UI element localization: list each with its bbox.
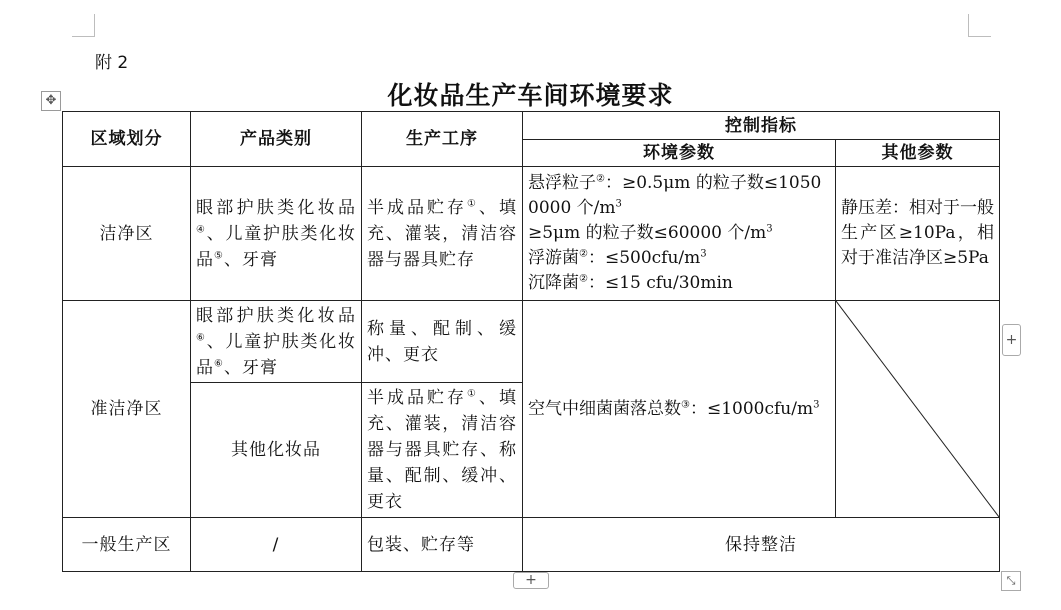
cell-product-semi-clean-2[interactable]: 其他化妆品 [191,383,362,518]
unit-exponent: 3 [615,198,622,210]
footnote-mark: ④ [196,223,207,235]
footnote-mark: ② [596,173,605,185]
env-line-particles [528,171,830,221]
text-fragment: 半成品贮存 [367,197,468,218]
text-fragment: 、牙膏 [223,357,278,378]
text-fragment: 沉降菌 [528,273,579,293]
cell-product-semi-clean-1[interactable] [191,301,362,383]
annex-label: 附 2 [95,53,129,73]
text-fragment: 浮游菌 [528,248,579,268]
cell-process-semi-clean-2[interactable] [362,383,523,518]
header-process[interactable]: 生产工序 [362,112,523,167]
text-fragment: 眼部护肤类化妆品 [196,305,356,326]
footnote-mark: ② [579,273,588,285]
env-line-airborne-bacteria [528,246,830,271]
cell-product-clean[interactable] [191,167,362,301]
unit-exponent: 3 [700,248,707,260]
env-line-large-particles [528,221,830,246]
text-fragment: 半成品贮存 [367,388,468,408]
unit-exponent: 3 [766,223,773,235]
page-corner-mark-left [72,14,95,37]
table-row-general [63,518,1000,572]
add-row-button[interactable]: + [513,572,549,589]
cell-other-clean[interactable]: 静压差：相对于一般生产区≥10Pa，相对于准洁净区≥5Pa [836,167,1000,301]
text-fragment: ≥5μm 的粒子数≤60000 个/m [528,223,767,243]
footnote-mark: ② [579,248,588,260]
header-area[interactable]: 区域划分 [63,112,191,167]
env-line-settling-bacteria [528,271,830,296]
footnote-mark: ③ [681,398,690,410]
cell-process-general[interactable]: 包装、贮存等 [362,518,523,572]
footnote-mark: ⑤ [214,249,224,261]
header-env-params[interactable]: 环境参数 [523,140,836,167]
environment-requirements-table [62,111,1000,572]
text-fragment: 、牙膏 [223,249,278,270]
text-fragment: 、儿童护肤类化妆品 [196,223,356,270]
table-row-clean [63,167,1000,301]
footnote-mark: ① [467,197,480,209]
text-fragment: ：≤15 cfu/30min [587,273,733,293]
header-control-index[interactable]: 控制指标 [523,112,1000,140]
document-title: 化妆品生产车间环境要求 [387,81,674,110]
unit-exponent: 3 [813,398,820,410]
cell-process-semi-clean-1[interactable]: 称量、配制、缓冲、更衣 [362,301,523,383]
header-other-params[interactable]: 其他参数 [836,140,1000,167]
footnote-mark: ① [467,388,480,400]
text-fragment: 悬浮粒子 [528,173,596,193]
table-resize-handle-icon[interactable]: ⤡ [1001,571,1021,591]
footnote-mark: ⑥ [214,357,224,369]
footnote-mark: ⑥ [196,331,207,343]
text-fragment: ：≤1000cfu/m [689,398,814,419]
text-fragment: 眼部护肤类化妆品 [196,197,356,218]
cell-env-general[interactable]: 保持整洁 [523,518,1000,572]
header-product[interactable]: 产品类别 [191,112,362,167]
cell-product-general[interactable]: / [191,518,362,572]
table-move-handle-icon[interactable]: ✥ [41,91,61,111]
text-fragment: 、填充、灌装，清洁容器与器具贮存 [367,197,518,270]
add-column-button[interactable]: + [1002,324,1021,356]
cell-other-semi-clean-diagonal[interactable] [836,301,1000,518]
cell-area-general[interactable]: 一般生产区 [63,518,191,572]
page-corner-mark-right [968,14,991,37]
text-fragment: 、儿童护肤类化妆品 [196,331,356,378]
cell-process-clean[interactable] [362,167,523,301]
cell-area-clean[interactable]: 洁净区 [63,167,191,301]
cell-area-semi-clean[interactable]: 准洁净区 [63,301,191,518]
header-row-1 [63,112,1000,140]
cell-env-clean[interactable] [523,167,836,301]
diagonal-line [836,301,999,517]
text-fragment: ：≥0.5μm 的粒子数≤10500000 个/m [528,173,822,218]
text-fragment: 空气中细菌菌落总数 [528,398,681,419]
text-fragment: 、填充、灌装，清洁容器与器具贮存、称量、配制、缓冲、更衣 [367,388,518,512]
table-row-semi-clean-1 [63,301,1000,383]
text-fragment: ：≤500cfu/m [587,248,701,268]
cell-env-semi-clean[interactable] [523,301,836,518]
